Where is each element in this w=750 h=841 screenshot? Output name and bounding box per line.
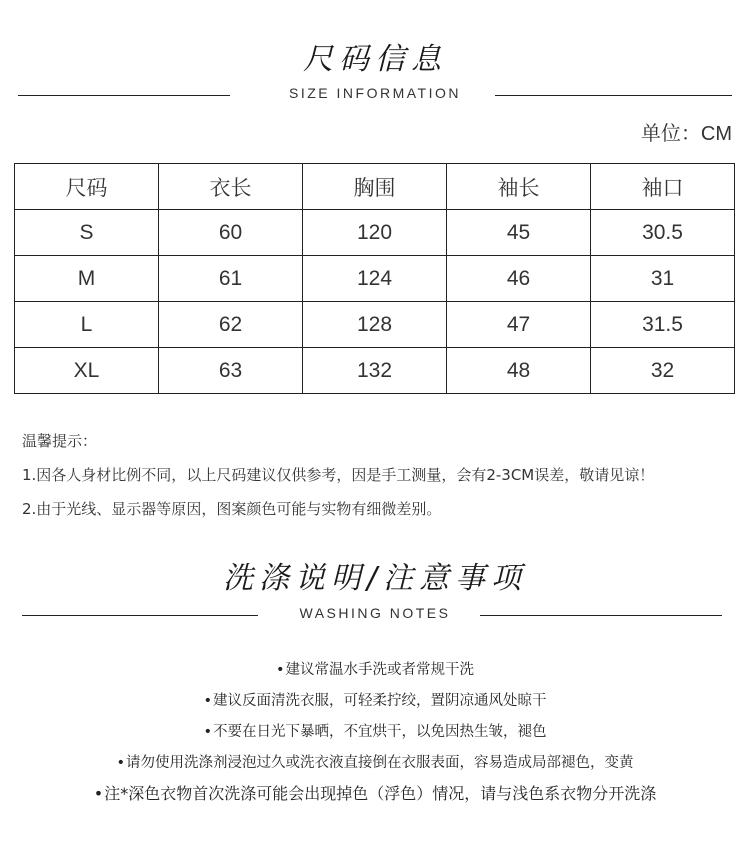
list-item-text: 不要在日光下暴晒，不宜烘干，以免因热生皱，褪色	[213, 724, 547, 740]
table-cell: 47	[447, 302, 591, 348]
table-cell: 128	[303, 302, 447, 348]
size-info-title: 尺码信息	[303, 42, 447, 77]
table-header-cell: 衣长	[159, 164, 303, 210]
table-row	[15, 302, 735, 348]
list-item	[0, 782, 750, 813]
list-item-text: 建议反面清洗衣服，可轻柔拧绞，置阴凉通风处晾干	[213, 693, 547, 709]
table-cell: 132	[303, 348, 447, 394]
table-cell: M	[15, 256, 159, 302]
list-item	[0, 720, 750, 751]
list-item	[0, 751, 750, 782]
tips-block	[22, 430, 654, 532]
washing-subtitle: WASHING NOTES	[299, 605, 451, 621]
table-cell: 48	[447, 348, 591, 394]
table-cell: 45	[447, 210, 591, 256]
table-row	[15, 348, 735, 394]
table-cell: XL	[15, 348, 159, 394]
table-cell: L	[15, 302, 159, 348]
size-table	[14, 163, 735, 394]
list-item	[0, 658, 750, 689]
tips-item: 1.因各人身材比例不同，以上尺码建议仅供参考，因是手工测量，会有2-3CM误差，敬请见谅！	[22, 466, 655, 484]
tips-item: 2.由于光线、显示器等原因，图案颜色可能与实物有细微差别。	[22, 500, 442, 518]
list-item-text: 请勿使用洗涤剂浸泡过久或洗衣液直接倒在衣服表面，容易造成局部褪色，变黄	[126, 755, 634, 771]
unit-label: 单位：CM	[640, 123, 732, 145]
list-item-text: 注*深色衣物首次洗涤可能会出现掉色（浮色）情况，请与浅色系衣物分开洗涤	[104, 784, 657, 803]
table-cell: 31	[591, 256, 735, 302]
bullet-icon: •	[203, 724, 213, 740]
list-item-text: 建议常温水手洗或者常规干洗	[285, 662, 475, 678]
table-cell: 46	[447, 256, 591, 302]
bullet-icon: •	[203, 693, 213, 709]
divider-right	[480, 615, 722, 616]
table-cell: 124	[303, 256, 447, 302]
bullet-icon: •	[93, 784, 104, 803]
table-row	[15, 256, 735, 302]
divider-right	[495, 95, 732, 96]
table-cell: 120	[303, 210, 447, 256]
table-header-cell: 尺码	[15, 164, 159, 210]
table-cell: 30.5	[591, 210, 735, 256]
size-info-subtitle-row	[0, 85, 750, 105]
washing-subtitle-row	[0, 605, 750, 625]
table-cell: 63	[159, 348, 303, 394]
size-info-subtitle: SIZE INFORMATION	[289, 85, 461, 101]
table-cell: 31.5	[591, 302, 735, 348]
table-header-row	[15, 164, 735, 210]
table-cell: 62	[159, 302, 303, 348]
washing-notes-list	[0, 658, 750, 813]
washing-title: 洗涤说明/注意事项	[222, 561, 528, 596]
table-header-cell: 袖口	[591, 164, 735, 210]
table-header-cell: 袖长	[447, 164, 591, 210]
bullet-icon: •	[116, 755, 126, 771]
list-item	[0, 689, 750, 720]
table-row	[15, 210, 735, 256]
tips-heading: 温馨提示：	[22, 432, 98, 450]
table-cell: 32	[591, 348, 735, 394]
table-cell: S	[15, 210, 159, 256]
table-cell: 60	[159, 210, 303, 256]
bullet-icon: •	[275, 662, 285, 678]
table-header-cell: 胸围	[303, 164, 447, 210]
table-cell: 61	[159, 256, 303, 302]
